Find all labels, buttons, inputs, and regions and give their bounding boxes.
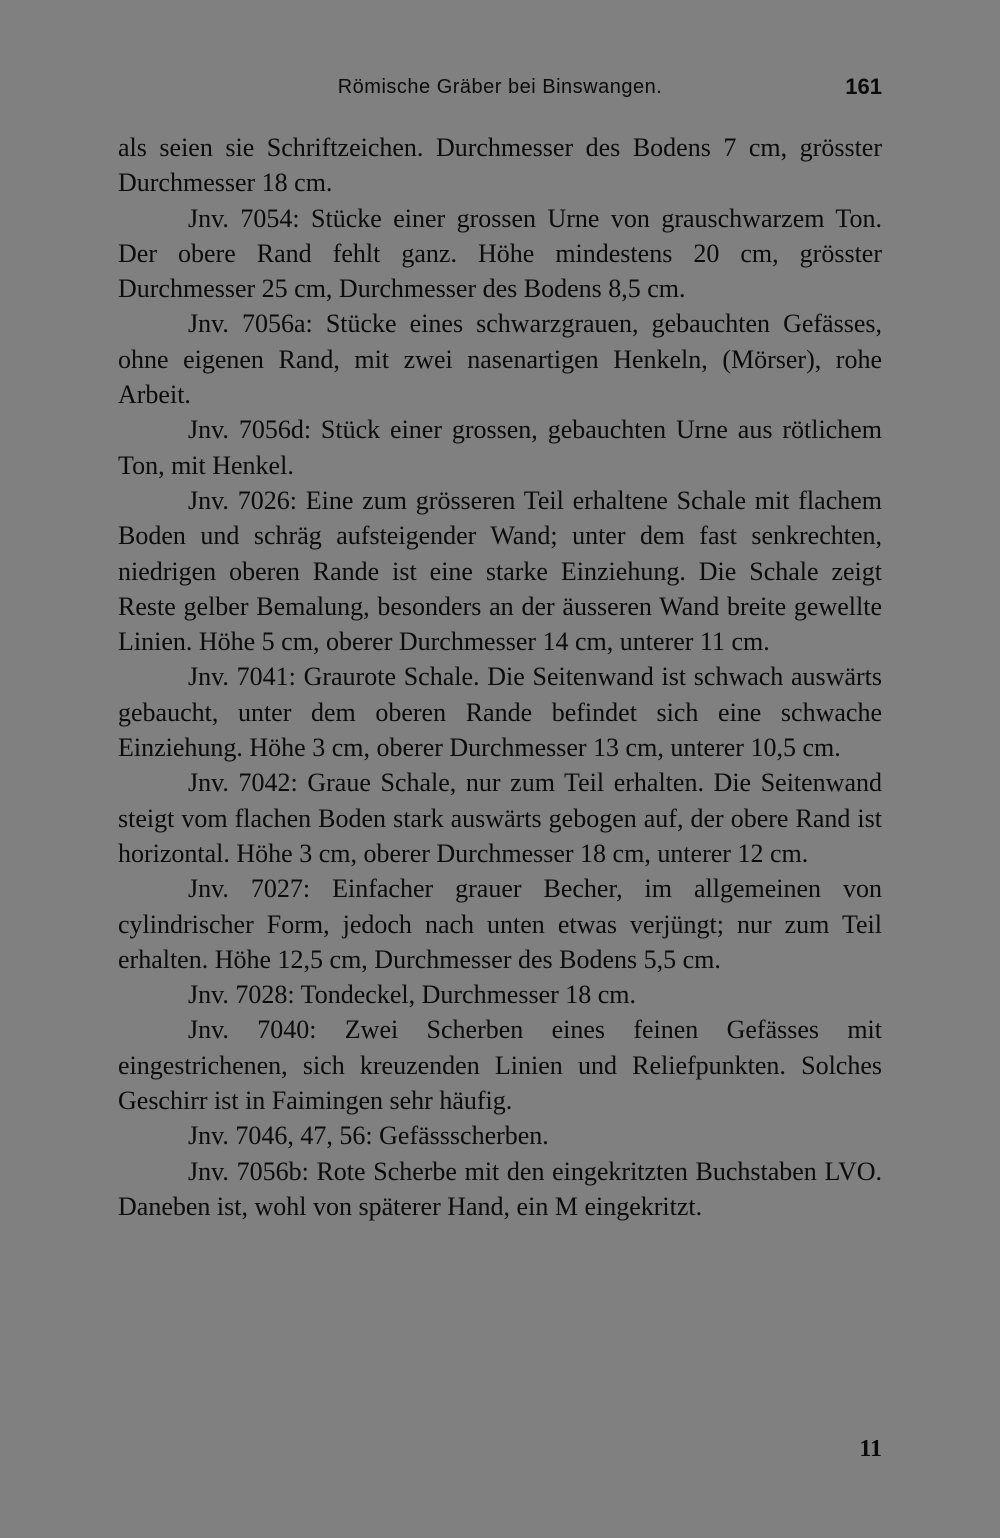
paragraph-inv-7054: Jnv. 7054: Stücke einer grossen Urne von grauschwarzem Ton. Der obere Rand fehlt ganz. Höhe mindestens 20 cm, grösster Durchmesser 25 cm, Durchmesser des Bodens 8,5 cm.	[118, 203, 882, 304]
paragraph-continuation: als seien sie Schriftzeichen. Durchmesser des Bodens 7 cm, grösster Durchmesser 18 cm.	[118, 133, 882, 198]
paragraph-inv-7046: Jnv. 7046, 47, 56: Gefässscherben.	[188, 1121, 549, 1151]
running-header	[118, 72, 882, 106]
paragraph-inv-7056b: Jnv. 7056b: Rote Scherbe mit den eingekritzten Buchstaben LVO. Daneben ist, wohl von späterer Hand, ein M eingekritzt.	[118, 1156, 882, 1221]
page-number: 161	[845, 74, 882, 99]
paragraph-inv-7028: Jnv. 7028: Tondeckel, Durchmesser 18 cm.	[188, 980, 637, 1010]
paragraph-inv-7056a: Jnv. 7056a: Stücke eines schwarzgrauen, gebauchten Gefässes, ohne eigenen Rand, mit zwei nasenartigen Henkeln, (Mörser), rohe Arbeit.	[118, 309, 882, 410]
paragraph-inv-7041: Jnv. 7041: Graurote Schale. Die Seitenwand ist schwach auswärts gebaucht, unter dem oberen Rande befindet sich eine schwache Einziehung. Höhe 3 cm, oberer Durchmesser 13 cm, unterer 10,5 cm.	[118, 662, 882, 763]
printer-signature-mark: 11	[859, 1436, 882, 1462]
paragraph-inv-7042: Jnv. 7042: Graue Schale, nur zum Teil erhalten. Die Seitenwand steigt vom flachen Boden stark auswärts gebogen auf, der obere Rand ist horizontal. Höhe 3 cm, oberer Durchmesser 18 cm, unterer 12 cm.	[118, 768, 882, 868]
paragraph-inv-7026: Jnv. 7026: Eine zum grösseren Teil erhaltene Schale mit flachem Boden und schräg aufsteigender Wand; unter dem fast senkrechten, niedrigen oberen Rande ist eine starke Einziehung. Die Schale zeigt Reste gelber Bemalung, besonders an der äusseren Wand breite gewellte Linien. Höhe 5 cm, oberer Durchmesser 14 cm, unterer 11 cm.	[118, 485, 882, 657]
running-title: Römische Gräber bei Binswangen.	[337, 76, 663, 98]
paragraph-inv-7056d: Jnv. 7056d: Stück einer grossen, gebauchten Urne aus rötlichem Ton, mit Henkel.	[118, 415, 882, 480]
paragraph-inv-7027: Jnv. 7027: Einfacher grauer Becher, im allgemeinen von cylindrischer Form, jedoch nach unten etwas verjüngt; nur zum Teil erhalten. Höhe 12,5 cm, Durchmesser des Bodens 5,5 cm.	[118, 874, 882, 974]
body-text	[118, 130, 882, 1224]
paragraph-inv-7040: Jnv. 7040: Zwei Scherben eines feinen Gefässes mit eingestrichenen, sich kreuzenden Linien und Reliefpunkten. Solches Geschirr ist in Faimingen sehr häufig.	[118, 1015, 882, 1116]
